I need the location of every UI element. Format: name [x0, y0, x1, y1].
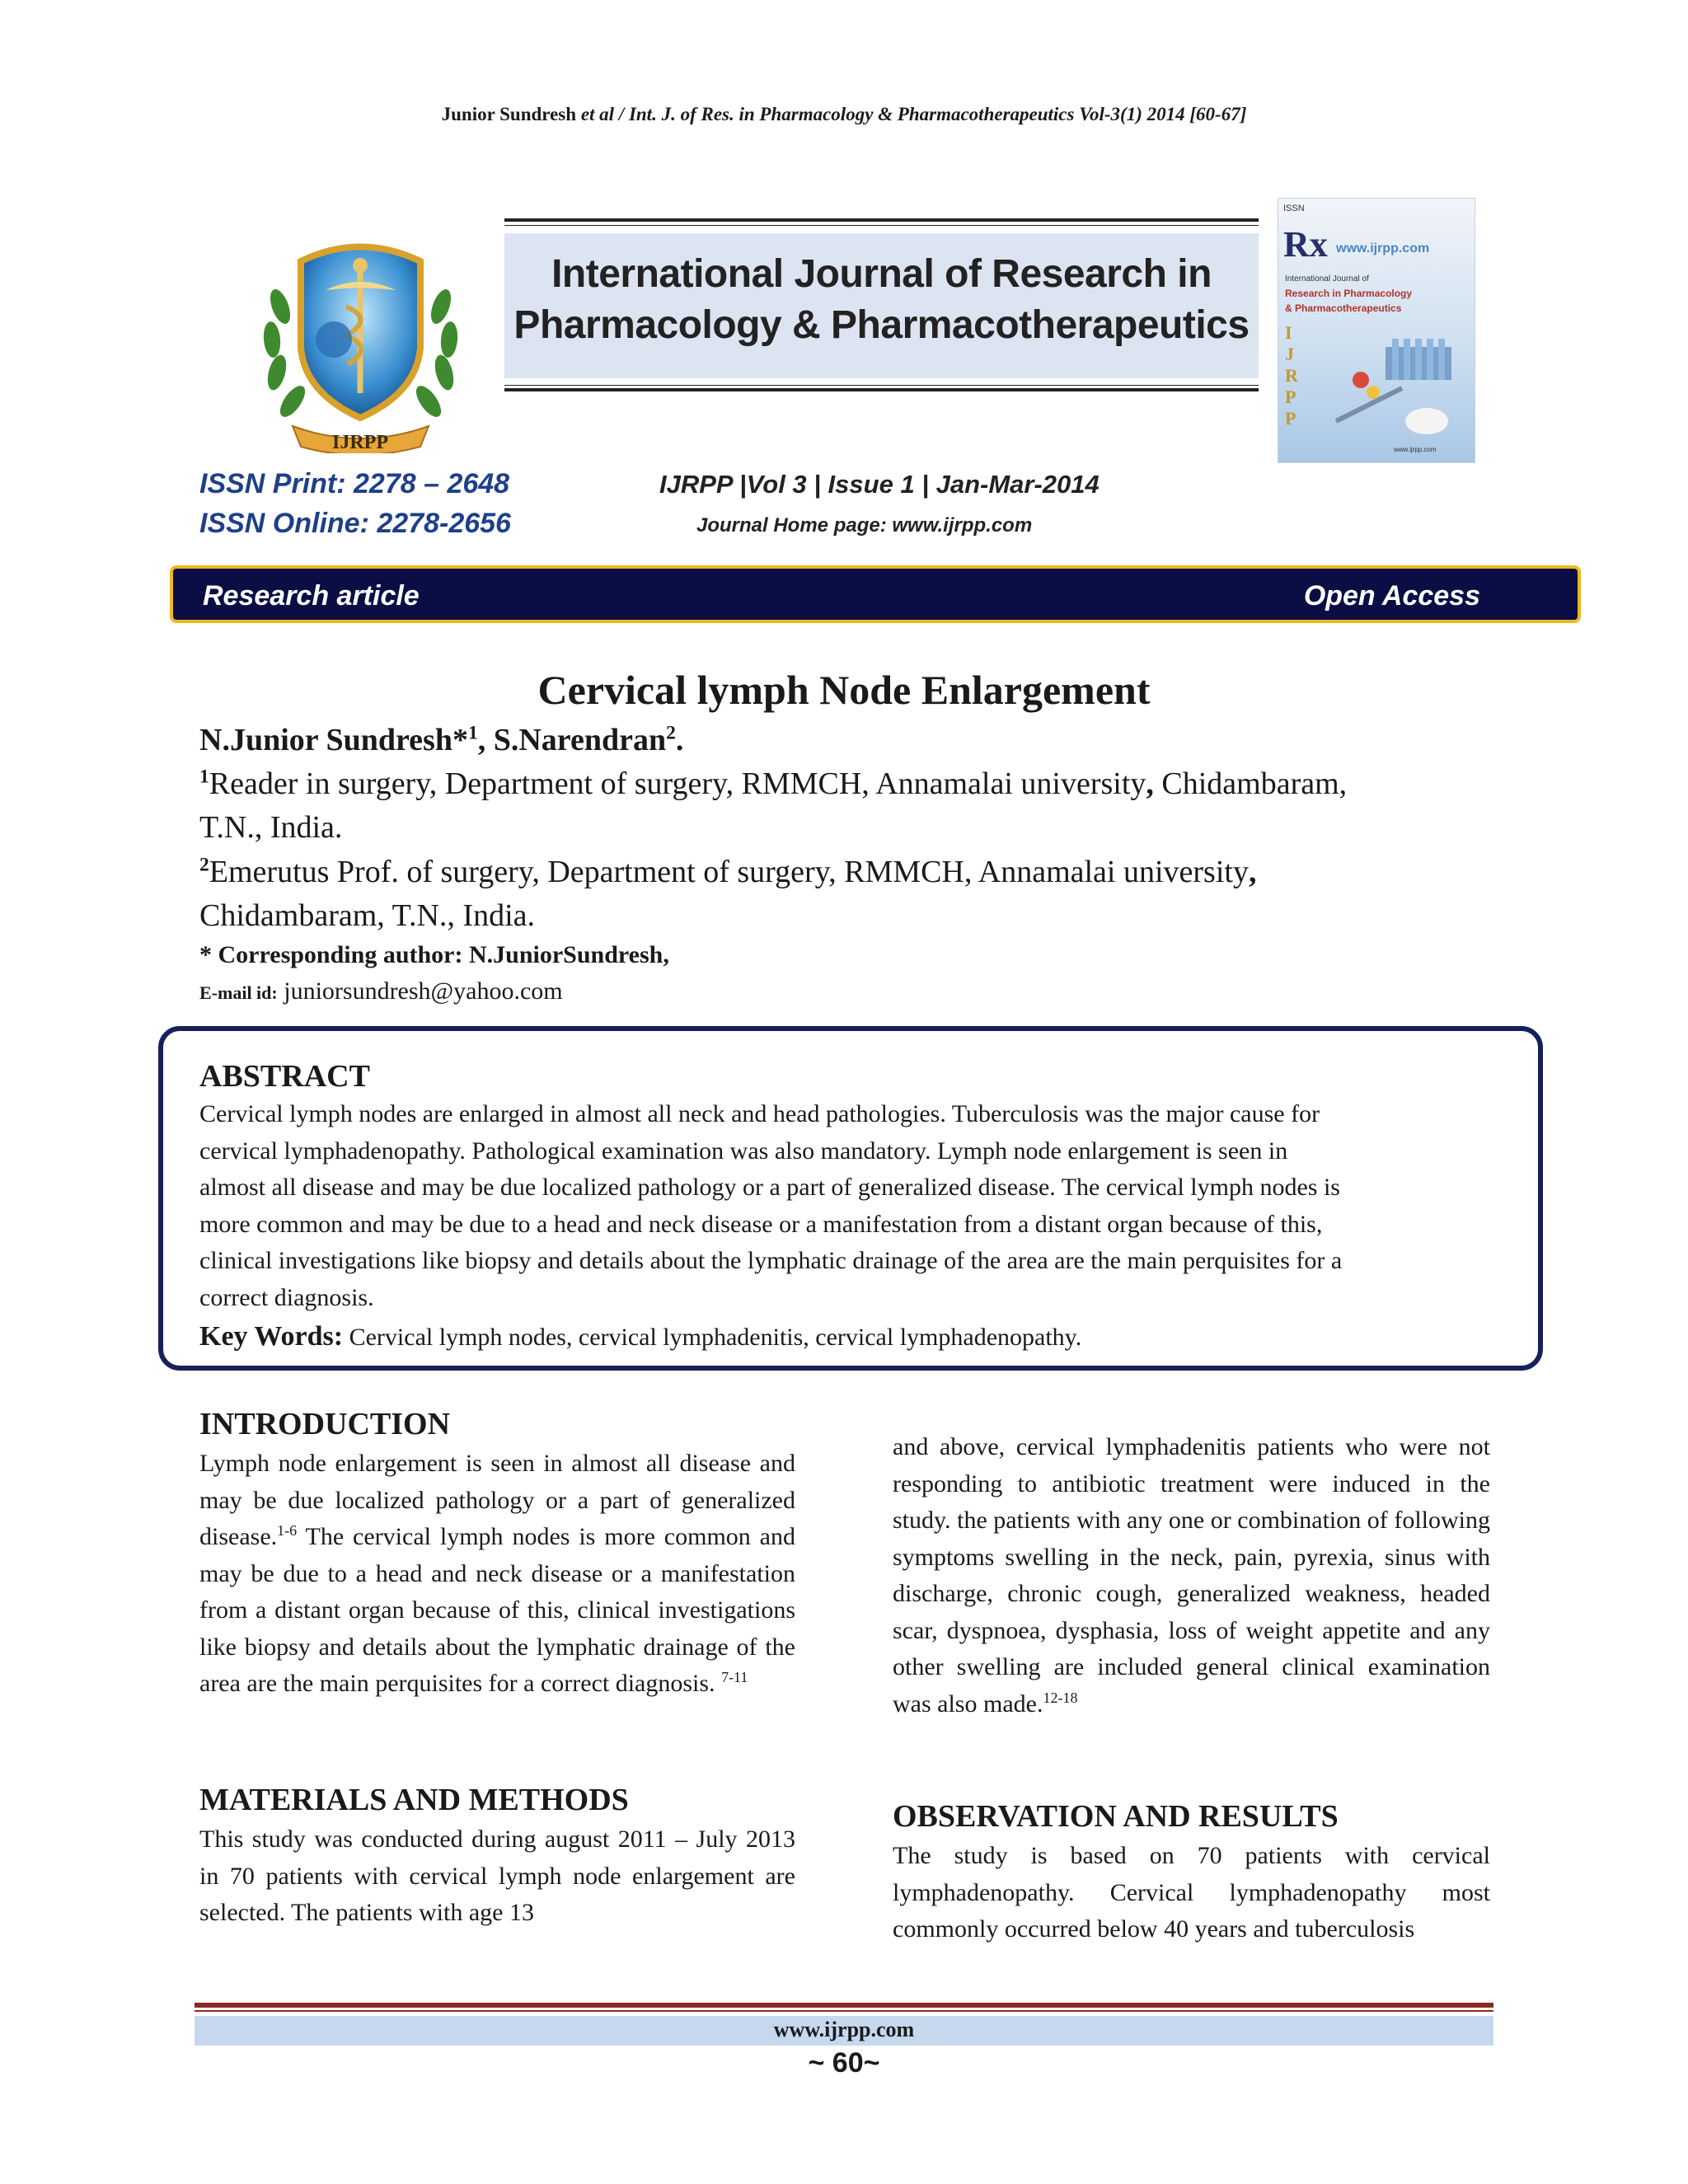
- article-type: Research article: [203, 580, 420, 612]
- methods-text: This study was conducted during august 2011 – July 2013 in 70 patients with cervical lymph node enlargement are selected. The patients with age 13: [199, 1825, 795, 1926]
- methods-heading: MATERIALS AND METHODS: [199, 1783, 629, 1817]
- caduceus-shield-icon: [247, 216, 474, 453]
- keywords: [199, 1321, 1081, 1352]
- affiliation-1: $^1$Reader in surgery, Department of surgery, RMMCH, Annamalai university, Chidambaram, T.N., India.: [199, 766, 1348, 845]
- journal-cover-thumbnail: [1278, 198, 1475, 463]
- cover-title-line1: Research in Pharmacology: [1285, 288, 1413, 299]
- running-head-citation: et al / Int. J. of Res. in Pharmacology & Pharmacotherapeutics Vol-3(1) 2014 [60-67]: [576, 104, 1247, 124]
- keywords-label: Key Words:: [199, 1321, 344, 1352]
- cover-brand: www.ijrpp.com: [1336, 241, 1430, 255]
- cover-acronym: I J R P P: [1285, 322, 1298, 429]
- running-head: [0, 104, 1688, 125]
- cover-issn: ISSN: [1283, 204, 1305, 213]
- cover-title-line2: & Pharmacotherapeutics: [1285, 302, 1402, 314]
- journal-logo: [247, 216, 474, 453]
- journal-homepage: Journal Home page: www.ijrpp.com: [696, 514, 1033, 537]
- author-1: N.Junior Sundresh*: [199, 723, 468, 757]
- observation-heading: OBSERVATION AND RESULTS: [893, 1799, 1339, 1834]
- introduction-heading: INTRODUCTION: [199, 1407, 451, 1441]
- affiliation-2: $^2$Emerutus Prof. of surgery, Department of surgery, RMMCH, Annamalai university, Chidambaram, T.N., India.: [199, 854, 1257, 933]
- author-2: , S.Narendran: [477, 723, 667, 757]
- issn-online: ISSN Online: 2278-2656: [199, 508, 511, 539]
- journal-title-line1: International Journal of Research in: [551, 252, 1212, 296]
- corresponding-author: * Corresponding author: N.JuniorSundresh,: [199, 941, 669, 968]
- journal-title-banner: [504, 218, 1259, 396]
- issue-info: IJRPP |Vol 3 | Issue 1 | Jan-Mar-2014: [659, 470, 1100, 499]
- lab-glassware-icon: [1328, 330, 1468, 446]
- article-title: Cervical lymph Node Enlargement: [537, 667, 1151, 713]
- cover-small-title: International Journal of: [1285, 274, 1369, 284]
- email-address: juniorsundresh@yahoo.com: [277, 977, 563, 1005]
- journal-title-line2: Pharmacology & Pharmacotherapeutics: [513, 303, 1250, 347]
- page-number: ~ 60~: [808, 2047, 880, 2079]
- author-list: N.Junior Sundresh*$^1$, S.Narendran$^2$.: [199, 722, 684, 757]
- article-type-bar: [170, 565, 1581, 623]
- introduction-text: Lymph node enlargement is seen in almost all disease and may be due localized pathology or a part of generalized disease.$^{1-6}$ The cervical lymph nodes is more common and may be due to a head and neck disease or a manifestation from a distant organ because of this, clinical investigations like biopsy and details about the lymphatic drainage of the area are the main perquisites for a correct diagnosis. $^{7-11}$: [199, 1450, 795, 1697]
- email-label: E-mail id:: [199, 982, 278, 1003]
- keywords-list: Cervical lymph nodes, cervical lymphadenitis, cervical lymphadenopathy.: [343, 1324, 1082, 1351]
- methods-text-continued: and above, cervical lymphadenitis patients who were not responding to antibiotic treatment were induced in the study. the patients with any one or combination of following symptoms swelling in the neck, pain, pyrexia, sinus with discharge, chronic cough, generalized weakness, headed scar, dyspnoea, dysphasia, loss of weight appetite and any other swelling are included general clinical examination was also made.$^{12-18}$: [893, 1433, 1490, 1718]
- footer-divider: [195, 2003, 1493, 2008]
- cover-footer: www.ijrpp.com: [1394, 446, 1437, 453]
- cover-rx-icon: Rx: [1283, 224, 1328, 265]
- abstract-text: Cervical lymph nodes are enlarged in almost all neck and head pathologies. Tuberculosis was the major cause for cervical lymphadenopathy. Pathological examination was also mandatory. Lymph node enlargement is seen in almost all disease and may be due localized pathology or a part of generalized disease. The cervical lymph nodes is more common and may be due to a head and neck disease or a manifestation from a distant organ because of this, clinical investigations like biopsy and details about the lymphatic drainage of the area are the main perquisites for a correct diagnosis.: [199, 1100, 1343, 1311]
- footer-divider-thin: [195, 2010, 1493, 2012]
- email-line: [199, 977, 563, 1005]
- open-access-label: Open Access: [1303, 580, 1480, 612]
- logo-text: IJRPP: [332, 432, 388, 453]
- footer-url[interactable]: www.ijrpp.com: [773, 2018, 915, 2041]
- issn-print: ISSN Print: 2278 – 2648: [199, 468, 510, 499]
- observation-text: The study is based on 70 patients with cervical lymphadenopathy. Cervical lymphadenopathy most commonly occurred below 40 years and tuberculosis: [893, 1842, 1490, 1943]
- abstract-heading: ABSTRACT: [199, 1059, 370, 1094]
- running-head-author: Junior Sundresh: [441, 104, 577, 124]
